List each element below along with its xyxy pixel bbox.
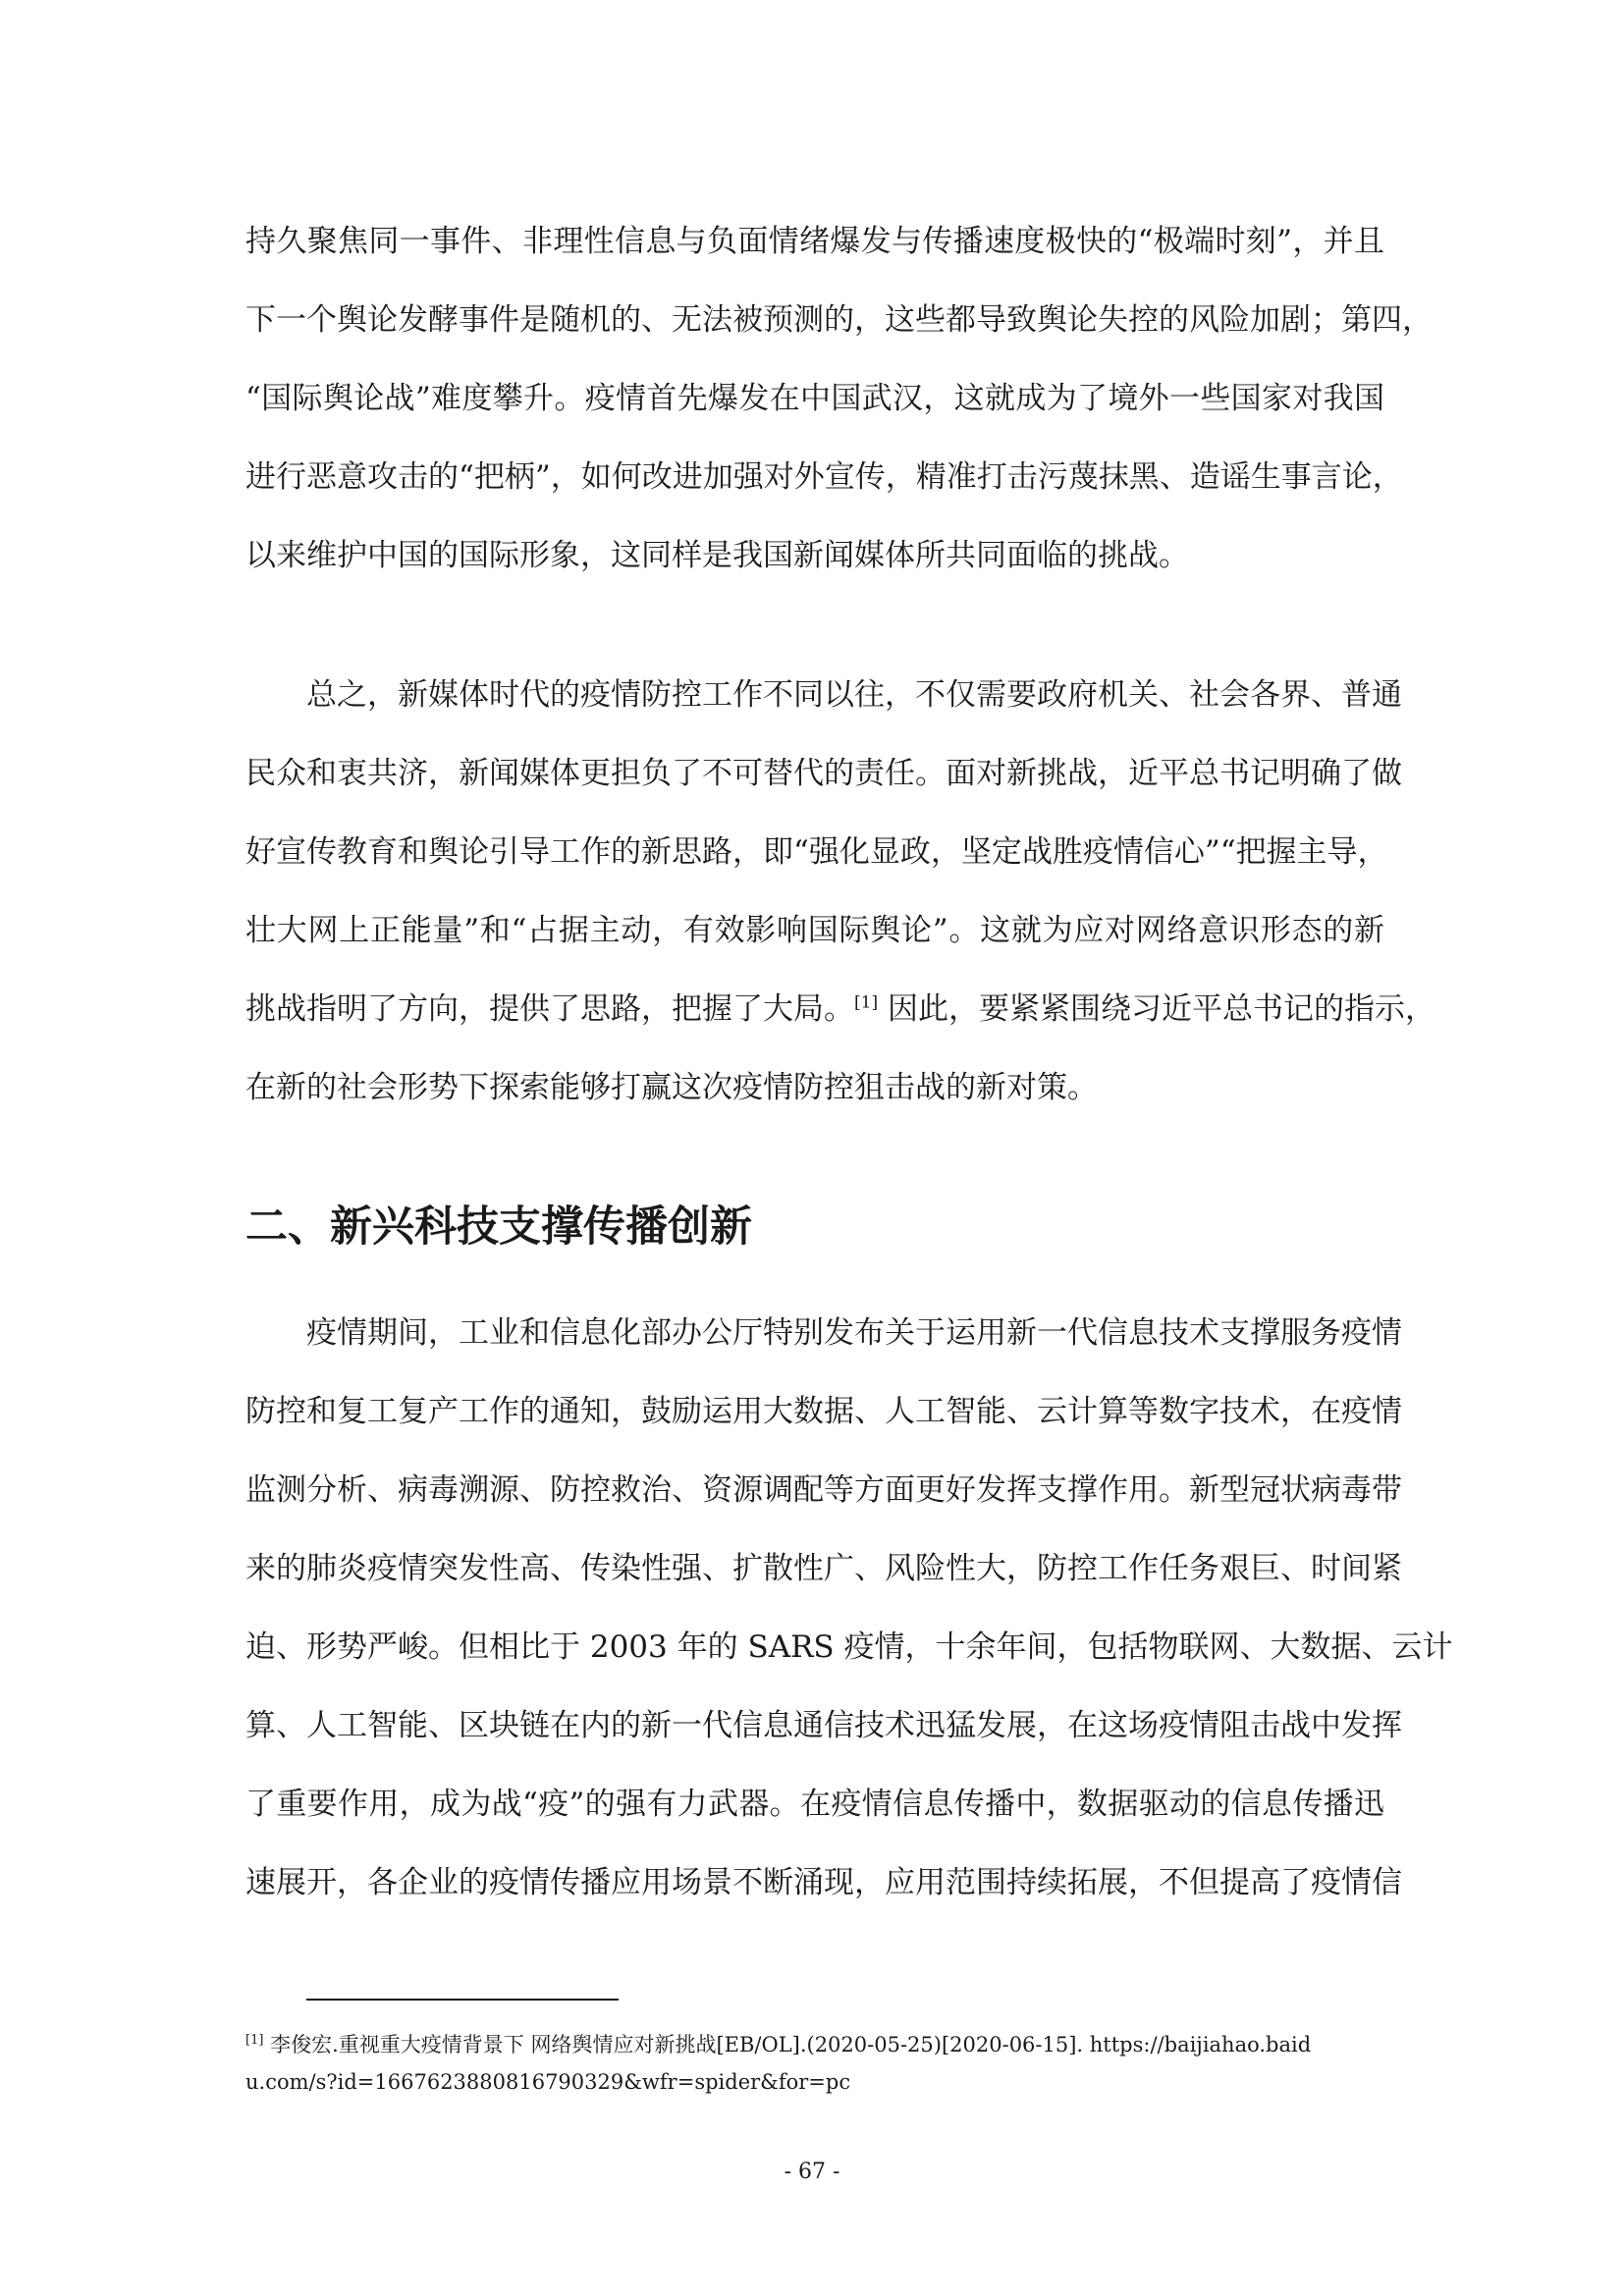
body-text-segment: 因此，要紧紧围绕习近平总书记的指示， (878, 991, 1435, 1027)
footnote-marker: [1] (245, 2033, 264, 2048)
body-text-line: 算、人工智能、区块链在内的新一代信息通信技术迅猛发展，在这场疫情阻击战中发挥 (245, 1708, 1402, 1743)
body-text-line: 持久聚焦同一事件、非理性信息与负面情绪爆发与传播速度极快的“极端时刻”，并且 (245, 224, 1384, 259)
body-text-line: 了重要作用，成为战“疫”的强有力武器。在疫情信息传播中，数据驱动的信息传播迅 (245, 1787, 1384, 1822)
body-text-line: 速展开，各企业的疫情传播应用场景不断涌现，应用范围持续拓展，不但提高了疫情信 (245, 1865, 1402, 1900)
body-text-segment: 挑战指明了方向，提供了思路，把握了大局。 (245, 991, 854, 1027)
body-text-line: 以来维护中国的国际形象，这同样是我国新闻媒体所共同面临的挑战。 (245, 538, 1189, 573)
body-text-line: 进行恶意攻击的“把柄”，如何改进加强对外宣传，精准打击污蔑抹黑、造谣生事言论， (245, 459, 1403, 495)
footnote-reference[interactable]: [1] (854, 992, 879, 1013)
body-text-line: 迫、形势严峻。但相比于 2003 年的 SARS 疫情，十余年间，包括物联网、大数据、云计 (245, 1629, 1453, 1665)
footnote-divider (306, 1999, 619, 2001)
body-text-line: 壮大网上正能量”和“占据主动，有效影响国际舆论”。这就为应对网络意识形态的新 (245, 913, 1384, 948)
body-text-line: 总之，新媒体时代的疫情防控工作不同以往，不仅需要政府机关、社会各界、普通 (306, 677, 1402, 713)
page-number: - 67 - (784, 2160, 840, 2184)
body-text-line: 好宣传教育和舆论引导工作的新思路，即“强化显政，坚定战胜疫情信心”“把握主导， (245, 834, 1388, 870)
body-text-line: 来的肺炎疫情突发性高、传染性强、扩散性广、风险性大，防控工作任务艰巨、时间紧 (245, 1551, 1402, 1586)
section-heading: 二、新兴科技支撑传播创新 (245, 1202, 752, 1252)
body-text-line: 在新的社会形势下探索能够打赢这次疫情防控狙击战的新对策。 (245, 1070, 1098, 1105)
body-text-line: 下一个舆论发酵事件是随机的、无法被预测的，这些都导致舆论失控的风险加剧；第四， (245, 302, 1433, 338)
body-text-line: 疫情期间，工业和信息化部办公厅特别发布关于运用新一代信息技术支撑服务疫情 (306, 1315, 1402, 1351)
footnote-citation: 李俊宏.重视重大疫情背景下 网络舆情应对新挑战[EB/OL].(2020-05-25)[2020-06-15]. https://baijiahao.baid (263, 2033, 1312, 2056)
body-text-line: 民众和衷共济，新闻媒体更担负了不可替代的责任。面对新挑战，近平总书记明确了做 (245, 756, 1402, 791)
body-text-line: “国际舆论战”难度攀升。疫情首先爆发在中国武汉，这就成为了境外一些国家对我国 (245, 381, 1384, 416)
body-text-line: 防控和复工复产工作的通知，鼓励运用大数据、人工智能、云计算等数字技术，在疫情 (245, 1394, 1402, 1429)
body-text-line (245, 989, 1435, 1029)
body-text-line: 监测分析、病毒溯源、防控救治、资源调配等方面更好发挥支撑作用。新型冠状病毒带 (245, 1472, 1402, 1508)
footnote-text (245, 2030, 1384, 2059)
footnote-url[interactable]: u.com/s?id=1667623880816790329&wfr=spider&for=pc (245, 2070, 851, 2094)
